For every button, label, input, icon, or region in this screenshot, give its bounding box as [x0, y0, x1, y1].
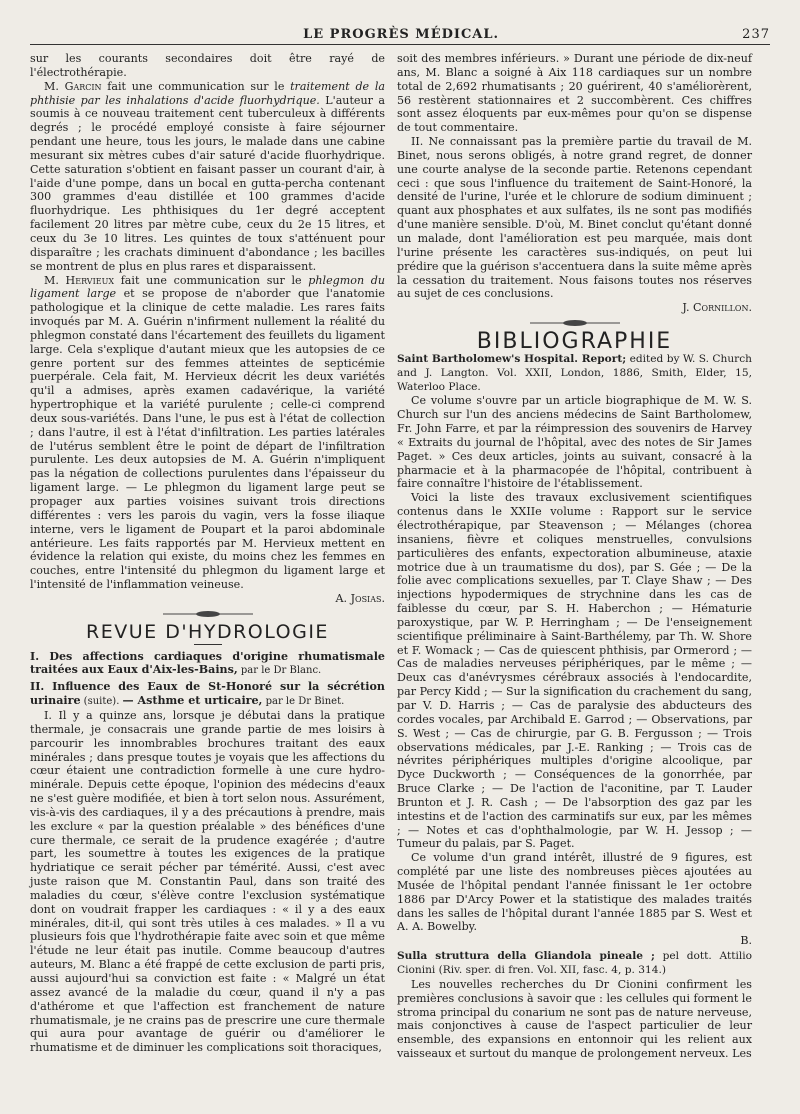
signature: A. Josias.	[335, 591, 385, 605]
review-entry-1: I. Des affections cardiaques d'origine rhumatismale traitées aux Eaux d'Aix-les-Bains, par le Dr Blanc.	[30, 649, 385, 677]
review-entry-2: II. Influence des Eaux de St-Honoré sur la sécrétion urinaire (suite). — Asthme et urticaire, par le Dr Binet.	[30, 680, 385, 708]
signature: B.	[740, 934, 752, 948]
paragraph: soit des membres inférieurs. » Durant une période de dix-neuf ans, M. Blanc a soigné à Aix 118 cardiaques sur un nombre total de 2,692 rhumatisants ; 20 guérirent, 40 s'améliorèrent, 56 restèrent stationnaires et 2 succombèrent. Ces chiffres sont assez éloquents par eux-mêmes pour qu'on se dispense de tout commentaire.	[397, 52, 752, 135]
bibliography-entry-2: Sulla struttura della Gliandola pineale ; pel dott. Attilio Cionini (Riv. sper. di fren. Vol. XII, fasc. 4, p. 314.)	[397, 950, 753, 976]
page-number: 237	[742, 27, 770, 42]
author-name: M. Garcin	[44, 79, 102, 93]
paragraph: sur les courants secondaires doit être rayé de l'électrothérapie.	[30, 52, 385, 79]
section-title-hydrologie: REVUE D'HYDROLOGIE	[86, 620, 329, 643]
paragraph: Ce volume d'un grand intérêt, illustré de 9 figures, est complété par une liste des nombreuses pièces ajoutées au Musée de l'hôpital pendant l'année finissant le 1er octobre 1886 par D'Arcy Power et la statistique des malades traités dans les salles de l'hôpital durant l'année 1885 par S. West et A. A. Bowelby.	[397, 851, 752, 934]
header-rule	[30, 44, 770, 45]
title-rule	[194, 644, 222, 645]
left-column	[30, 52, 385, 1055]
paragraph-garcin: M. Garcin fait une communication sur le traitement de la phthisie par les inhalations d'acide fluorhydrique. L'auteur a soumis à ce nouveau traitement cent tuberculeux à différents degrés ; le procédé employé consiste à faire séjourner pendant une heure, tous les jours, le malade dans une cabine mesurant six mètres cubes d'air saturé d'acide fluorhydrique. Cette saturation s'obtient en faisant passer un courant d'air, à l'aide d'une pompe, dans un bocal en gutta-percha contenant 300 grammes d'eau distillée et 100 grammes d'acide fluorhydrique. Les phthisiques du 1er degré acceptent facilement 20 litres par mètre cube, ceux du 2e 15 litres, et ceux du 3e 10 litres. Les quintes de toux s'atténuent pour disparaître ; les crachats diminuent d'abondance ; les bacilles se montrent de plus en plus rares et disparaissent.	[30, 79, 385, 273]
author-name: M. Hervieux	[44, 273, 115, 287]
paragraph: I. Il y a quinze ans, lorsque je débutai dans la pratique thermale, je consacrais une grande partie de mes loisirs à parcourir les innombrables brochures traitant des eaux minérales ; dans presque toutes je voyais que les affections du cœur étaient une contradiction formelle à une cure hydro-minérale. Depuis cette époque, l'opinion des médecins d'eaux ne s'est guère modifiée, et bien à tort selon nous. Assurément, vis-à-vis des cardiaques, il y a des précautions à prendre, mais les exclure « par la question préalable » des bénéfices d'une cure thermale, ce serait de la prudence exagérée ; d'autre part, les soumettre à toutes les exigences de la pratique hydriatique ce serait pécher par témérité. Aussi, c'est avec juste raison que M. Constantin Paul, dans son traité des maladies du cœur, s'élève contre l'exclusion systématique dont on voudrait frapper les cardiaques : « il y a des eaux minérales, dit-il, qui sont très utiles à ces malades. » Il a vu plusieurs fois que l'hydrothérapie faite avec soin et que même l'étude ne leur était pas inutile. Comme beaucoup d'autres auteurs, M. Blanc a été frappé de cette exclusion de parti pris, aussi aujourd'hui sa conviction est faite : « Malgré un état assez avancé de la maladie du cœur, quand il n'y a pas d'athérome et que l'affection est franchement de nature rhumatismale, je ne crains pas de prescrire une cure thermale qui aura pour avantage de guérir ou d'améliorer le rhumatisme et de diminuer les complications soit thoraciques,	[30, 708, 385, 1055]
paragraph-hervieux: M. Hervieux fait une communication sur le phlegmon du ligament large et se propose de n'aborder que l'anatomie pathologique et la clinique de cette maladie. Les rares faits invoqués par M. A. Guérin n'infirment nullement la réalité du phlegmon constaté dans l'écartement des feuillets du ligament large. Cela s'explique d'autant mieux que les autopsies de ce genre portent sur des femmes atteintes de septicémie puerpérale. Cela fait, M. Hervieux décrit les deux variétés qu'il a admises, après examen cadavérique, la variété hypertrophique et la variété purulente ; celle-ci comprend deux sous-variétés. Dans l'une, le pus est à l'état de collection ; dans l'autre, il est à l'état d'infiltration. Les parties latérales de l'utérus semblent être le point de départ de l'infiltration purulente. Les deux autopsies de M. A. Guérin n'impliquent pas la négation de collections purulentes dans l'épaisseur du ligament large. — Le phlegmon du ligament large peut se propager aux parties voisines suivant trois directions différentes : vers les parois du vagin, vers la fosse iliaque interne, vers le ligament de Poupart et la paroi abdominale antérieure. Les faits rapportés par M. Hervieux mettent en évidence la relation qui existe, du moins chez les femmes en couches, entre l'intensité du phlegmon du ligament large et l'intensité de l'inflammation veineuse.	[30, 273, 386, 592]
paragraph: Ce volume s'ouvre par un article biographique de M. W. S. Church sur l'un des anciens médecins de Saint Bartholomew, Fr. John Farre, et par la réimpression des souvenirs de Harvey « Extraits du journal de l'hôpital, avec des notes de Sir James Paget. » Ces deux articles, joints au suivant, consacré à la pharmacie et à la pharmacopée de l'hôpital, contribuent à faire connaître l'histoire de l'établissement.	[397, 394, 752, 491]
ornament-divider	[30, 610, 385, 622]
italic-title: traitement de la phthisie par les inhalations d'acide fluorhydrique.	[30, 79, 385, 107]
bibliography-entry-1: Saint Bartholomew's Hospital. Report; edited by W. S. Church and J. Langton. Vol. XXII, London, 1886, Smith, Elder, 15, Waterloo Place.	[397, 352, 752, 393]
paragraph: Les nouvelles recherches du Dr Cionini confirment les premières conclusions à savoir que : les cellules qui forment le stroma principal du conarium ne sont pas de nature nerveuse, mais conjonctives à cause de l'aspect particulier de leur ensemble, des expansions en entonnoir qui les relient aux vaisseaux et surtout du manque de prolongement nerveux. Les	[397, 977, 752, 1061]
journal-title: LE PROGRÈS MÉDICAL.	[303, 27, 500, 42]
paragraph: Voici la liste des travaux exclusivement scientifiques contenus dans le XXIIe volume : Rapport sur le service électrothérapique, par Steavenson ; — Mélanges (chorea insaniens, fièvre et coliques menstruelles, convulsions particulières des enfants, expectoration albumineuse, ataxie motrice due à un traumatisme du dos), par S. Gée ; — De la folie avec complications sexuelles, par T. Claye Shaw ; — Des injections hypodermiques de strychnine dans les cas de faiblesse du cœur, par S. H. Haberchon ; — Hématurie paroxystique, par W. P. Herringham ; — De l'enseignement scientifique préliminaire à Saint-Barthélemy, par Th. W. Shore et F. Womack ; — Cas de quiescent phthisis, par Ormerord ; — Cas de maladies nerveuses périphériques, par le même ; — Deux cas d'anévrysmes cérébraux associés à l'endocardite, par Percy Kidd ; — Sur la signification du crachement du sang, par V. D. Harris ; — Cas de paralysie des abducteurs des cordes vocales, par Archibald E. Garrod ; — Observations, par S. West ; — Cas de chirurgie, par G. B. Fergusson ; — Trois observations médicales, par J.-E. Ranking ; — Trois cas de névrites périphériques multiples d'origine alcoolique, par Dyce Duckworth ; — Conséquences de la gonorrhée, par Bruce Clarke ; — De l'action de l'aconitine, par T. Lauder Brunton et J. R. Cash ; — De l'absorption des gaz par les intestins et de l'action des carminatifs sur eux, par les mêmes ; — Notes et cas d'ophthalmologie, par W. H. Jessop ; — Tumeur du palais, par S. Paget.	[397, 491, 752, 851]
paragraph: II. Ne connaissant pas la première partie du travail de M. Binet, nous serons obligés, à notre grand regret, de donner une courte analyse de la seconde partie. Retenons cependant ceci : que sous l'influence du traitement de Saint-Honoré, la densité de l'urine, l'urée et le chlorure de sodium diminuent ; quant aux phosphates et aux sulfates, ils ne sont pas modifiés d'une manière sensible. D'où, M. Binet conclut qu'étant donné un malade, dont l'amélioration est peu marquée, mais dont l'urine présente les caractères sus-indiqués, on peut lui prédire que la guérison s'accentuera dans la suite même après la cessation du traitement. Nous faisons toutes nos réserves au sujet de ces conclusions.	[397, 135, 752, 301]
right-column	[397, 52, 752, 1061]
italic-title: phlegmon du ligament large	[30, 273, 386, 301]
section-title-bibliographie: BIBLIOGRAPHIE	[476, 329, 673, 355]
running-head	[30, 20, 770, 42]
signature: J. Cornillon.	[682, 301, 752, 315]
